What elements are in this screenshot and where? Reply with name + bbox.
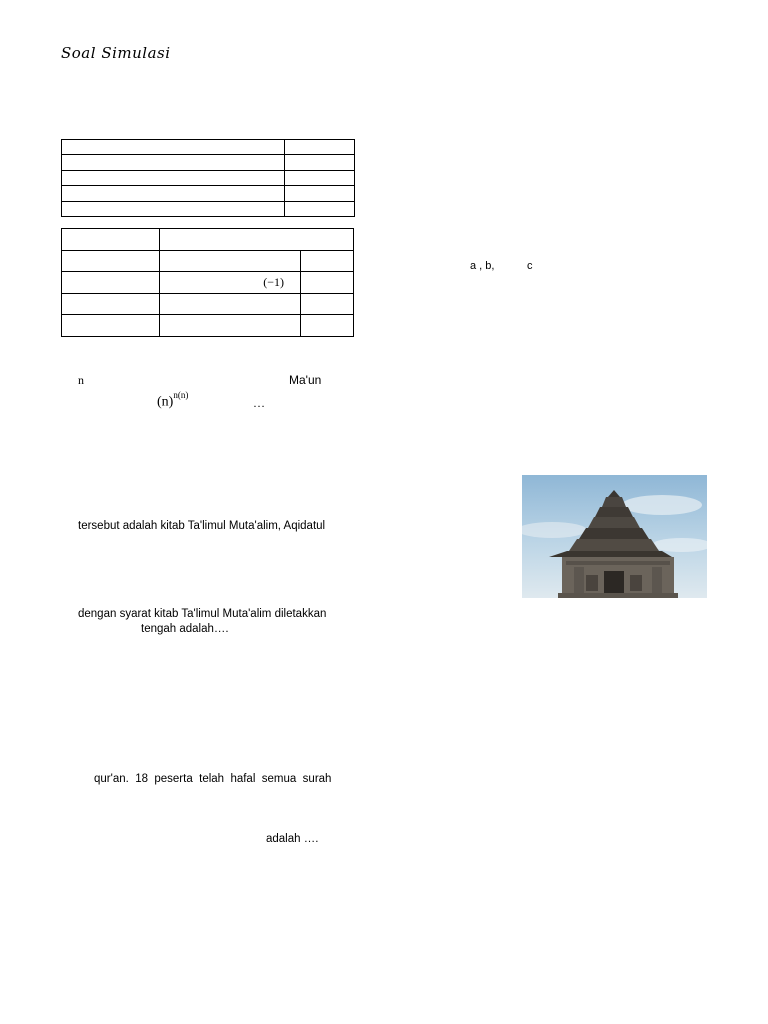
table-row bbox=[62, 170, 355, 185]
middle-table bbox=[61, 228, 354, 337]
question-quran-line1: qur'an. 18 peserta telah hafal semua surah bbox=[94, 773, 332, 785]
formula bbox=[157, 392, 188, 411]
table-row bbox=[62, 315, 354, 337]
page-title: Soal Simulasi bbox=[61, 44, 171, 62]
question-syarat-line1: dengan syarat kitab Ta'limul Muta'alim diletakkan bbox=[78, 608, 327, 620]
temple-icon bbox=[522, 475, 707, 598]
table-row bbox=[62, 140, 355, 155]
table-row bbox=[62, 293, 354, 315]
formula-base: (n) bbox=[157, 394, 174, 410]
table-row bbox=[62, 272, 354, 294]
table-row bbox=[62, 186, 355, 201]
question-quran-line2: adalah …. bbox=[266, 833, 319, 845]
table-row bbox=[62, 201, 355, 216]
temple-photo bbox=[522, 475, 707, 598]
top-table bbox=[61, 139, 355, 217]
math-fragment: (−1) bbox=[263, 275, 284, 290]
question-syarat-line2: tengah adalah…. bbox=[141, 623, 229, 635]
table-row bbox=[62, 155, 355, 170]
surah-name: Ma'un bbox=[289, 373, 322, 387]
variable-n: n bbox=[78, 373, 84, 387]
options-fragment-c: c bbox=[527, 260, 533, 272]
table-row bbox=[62, 229, 354, 251]
table-row bbox=[62, 250, 354, 272]
question-kitab-line: tersebut adalah kitab Ta'limul Muta'alim, Aqidatul bbox=[78, 520, 326, 532]
options-fragment-ab: a , b, bbox=[470, 260, 495, 272]
formula-exponent: n(n) bbox=[173, 390, 189, 400]
ellipsis: … bbox=[253, 396, 265, 410]
